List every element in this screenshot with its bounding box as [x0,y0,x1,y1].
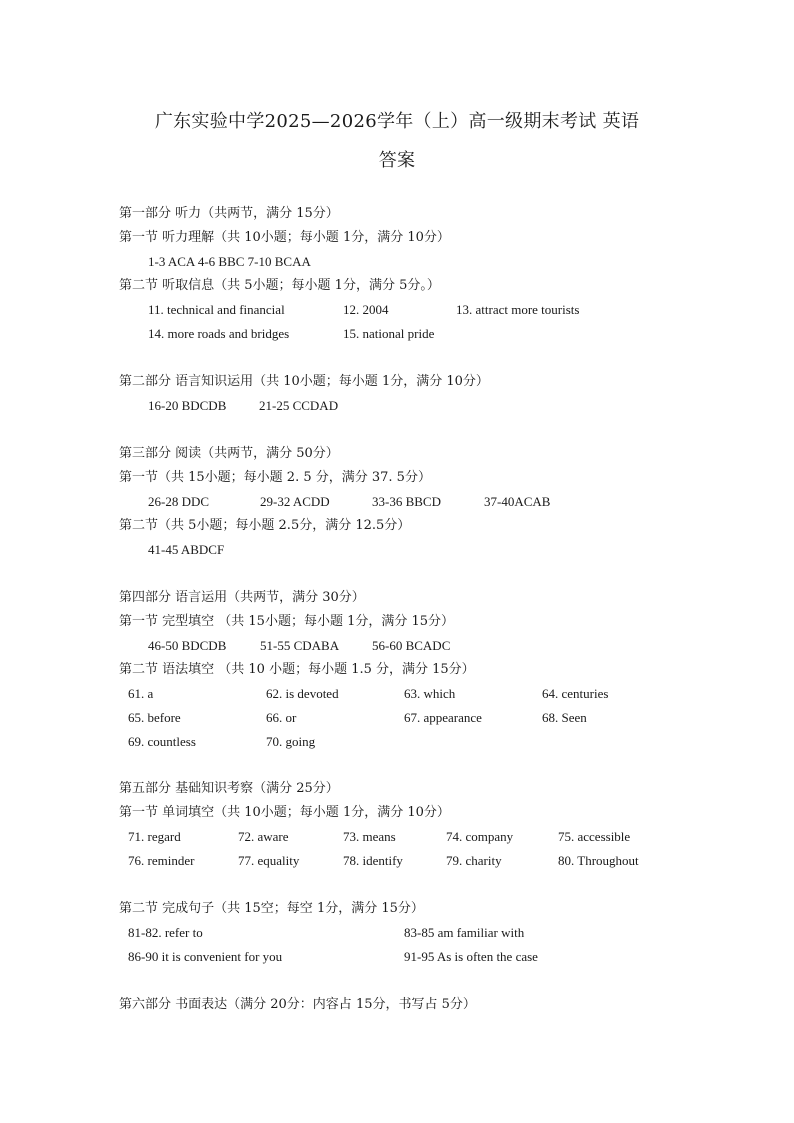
part1-sec1-heading: 第一节 听力理解（共 10小题；每小题 1分，满分 10分） [119,230,450,245]
answer-15: 15. national pride [343,326,435,341]
answer-80: 80. Throughout [558,853,639,868]
answer-75: 75. accessible [558,829,631,844]
part1-sec2-heading: 第二节 听取信息（共 5小题；每小题 1分，满分 5分。） [119,278,440,293]
answer-91-95: 91-95 As is often the case [404,949,538,964]
answer-78: 78. identify [343,853,403,868]
answer-61: 61. a [128,686,154,701]
answer-14: 14. more roads and bridges [148,326,290,341]
answer-77: 77. equality [238,853,300,868]
part4-heading: 第四部分 语言运用（共两节，满分 30分） [119,590,365,605]
part3-heading: 第三部分 阅读（共两节，满分 50分） [119,446,339,461]
answer-76: 76. reminder [128,853,195,868]
answer-62: 62. is devoted [266,686,339,701]
answer-81-82: 81-82. refer to [128,925,203,940]
answer-83-85: 83-85 am familiar with [404,925,525,940]
answer-86-90: 86-90 it is convenient for you [128,949,283,964]
document-subtitle: 答案 [378,150,416,171]
answer-56-60: 56-60 BCADC [372,638,451,653]
answer-65: 65. before [128,710,181,725]
answer-46-50: 46-50 BDCDB [148,638,227,653]
answer-72: 72. aware [238,829,289,844]
answer-11: 11. technical and financial [148,302,285,317]
answer-16-20: 16-20 BDCDB [148,398,227,413]
answer-66: 66. or [266,710,297,725]
answer-41-45: 41-45 ABDCF [148,542,225,557]
document-title: 广东实验中学2025—2026学年（上）高一级期末考试 英语 [154,111,640,132]
part6-heading: 第六部分 书面表达（满分 20分：内容占 15分，书写占 5分） [119,997,476,1012]
part2-heading: 第二部分 语言知识运用（共 10小题；每小题 1分，满分 10分） [119,374,489,389]
answer-21-25: 21-25 CCDAD [259,398,339,413]
answer-67: 67. appearance [404,710,482,725]
answer-73: 73. means [343,829,396,844]
part1-sec1-answers: 1-3 ACA 4-6 BBC 7-10 BCAA [148,254,311,269]
answer-12: 12. 2004 [343,302,389,317]
answer-74: 74. company [446,829,514,844]
part5-heading: 第五部分 基础知识考察（满分 25分） [119,781,339,796]
part4-sec2-heading: 第二节 语法填空 （共 10 小题；每小题 1.5 分，满分 15分） [119,662,475,677]
part5-sec1-heading: 第一节 单词填空（共 10小题；每小题 1分，满分 10分） [119,805,450,820]
answer-29-32: 29-32 ACDD [260,494,330,509]
answer-69: 69. countless [128,734,196,749]
answer-13: 13. attract more tourists [456,302,580,317]
part5-sec2-heading: 第二节 完成句子（共 15空；每空 1分，满分 15分） [119,901,424,916]
answer-51-55: 51-55 CDABA [260,638,340,653]
part4-sec1-heading: 第一节 完型填空 （共 15小题；每小题 1分，满分 15分） [119,614,455,629]
part3-sec2-heading: 第二节（共 5小题；每小题 2.5分，满分 12.5分） [119,518,411,533]
answer-64: 64. centuries [542,686,609,701]
answer-68: 68. Seen [542,710,587,725]
answer-71: 71. regard [128,829,181,844]
answer-70: 70. going [266,734,316,749]
part1-heading: 第一部分 听力（共两节，满分 15分） [119,206,339,221]
answer-33-36: 33-36 BBCD [372,494,441,509]
answer-79: 79. charity [446,853,502,868]
part3-sec1-heading: 第一节（共 15小题；每小题 2. 5 分，满分 37. 5分） [119,470,431,485]
answer-37-40: 37-40ACAB [484,494,551,509]
answer-26-28: 26-28 DDC [148,494,210,509]
answer-63: 63. which [404,686,456,701]
